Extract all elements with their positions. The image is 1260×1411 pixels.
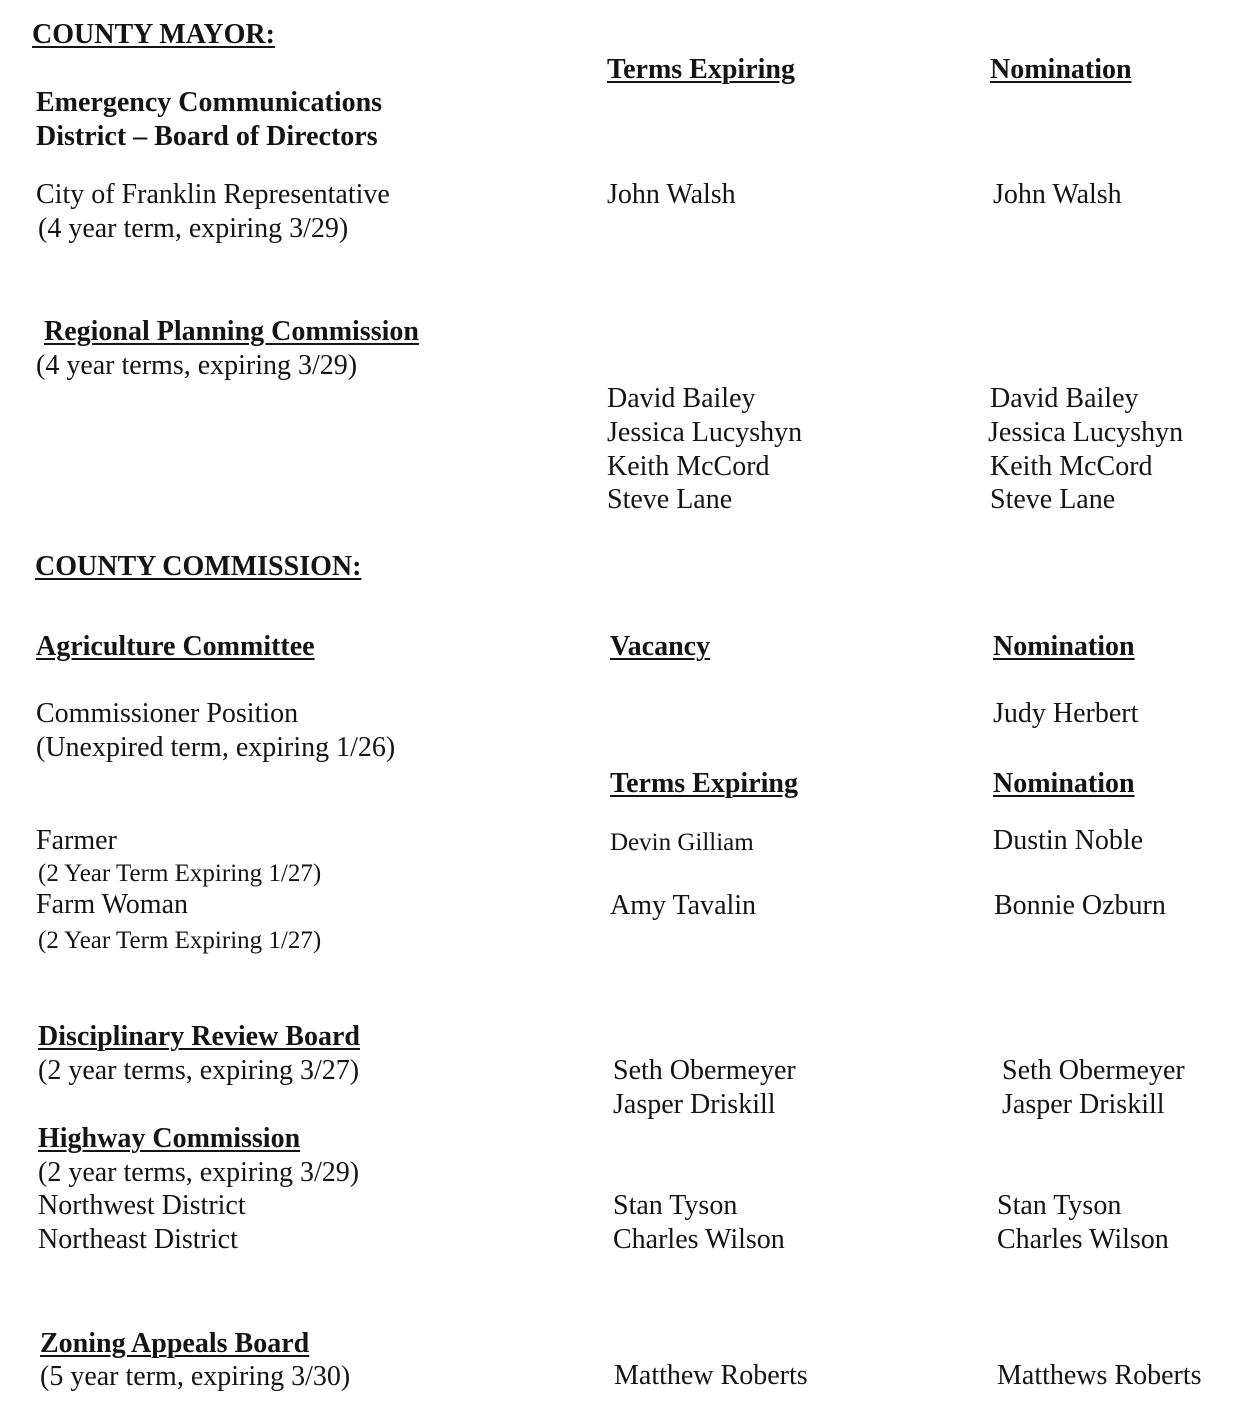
ecd-term: (4 year term, expiring 3/29): [38, 213, 349, 244]
nomination-header: Nomination: [990, 54, 1132, 85]
vacancy-header: Vacancy: [610, 631, 711, 662]
drb-title: Disciplinary Review Board: [38, 1021, 360, 1052]
farm-woman-term: (2 Year Term Expiring 1/27): [38, 927, 322, 954]
rpc-expiring-1: David Bailey: [607, 383, 756, 414]
highway-term: (2 year terms, expiring 3/29): [38, 1157, 360, 1188]
ag-terms-expiring-header: Terms Expiring: [610, 768, 798, 799]
drb-expiring-2: Jasper Driskill: [613, 1089, 776, 1120]
zoning-nomination: Matthews Roberts: [997, 1360, 1202, 1391]
rpc-expiring-3: Keith McCord: [607, 451, 770, 482]
drb-nomination-2: Jasper Driskill: [1002, 1089, 1165, 1120]
rpc-term: (4 year terms, expiring 3/29): [36, 350, 358, 381]
commissioner-term: (Unexpired term, expiring 1/26): [36, 732, 396, 763]
rpc-nomination-3: Keith McCord: [990, 451, 1153, 482]
terms-expiring-header: Terms Expiring: [607, 54, 795, 85]
farmer-label: Farmer: [36, 825, 117, 856]
farmer-nomination: Dustin Noble: [993, 825, 1144, 856]
ecd-title-line1: Emergency Communications: [36, 87, 383, 118]
highway-nomination-2: Charles Wilson: [997, 1224, 1169, 1255]
highway-nomination-1: Stan Tyson: [997, 1190, 1122, 1221]
rpc-nomination-2: Jessica Lucyshyn: [988, 417, 1184, 448]
highway-expiring-1: Stan Tyson: [613, 1190, 738, 1221]
agriculture-nomination-header: Nomination: [993, 631, 1135, 662]
ecd-nomination: John Walsh: [993, 179, 1122, 210]
highway-expiring-2: Charles Wilson: [613, 1224, 785, 1255]
drb-expiring-1: Seth Obermeyer: [613, 1055, 796, 1086]
farm-woman-expiring: Amy Tavalin: [610, 890, 757, 921]
drb-term: (2 year terms, expiring 3/27): [38, 1055, 360, 1086]
highway-title: Highway Commission: [38, 1123, 301, 1154]
zoning-expiring: Matthew Roberts: [614, 1360, 808, 1391]
ecd-expiring: John Walsh: [607, 179, 736, 210]
highway-district-northeast: Northeast District: [38, 1224, 238, 1255]
rpc-expiring-4: Steve Lane: [607, 484, 733, 515]
ecd-position: City of Franklin Representative: [36, 179, 390, 210]
farm-woman-nomination: Bonnie Ozburn: [994, 890, 1166, 921]
zoning-term: (5 year term, expiring 3/30): [40, 1361, 351, 1392]
highway-district-northwest: Northwest District: [38, 1190, 246, 1221]
ag-nomination-header-2: Nomination: [993, 768, 1135, 799]
drb-nomination-1: Seth Obermeyer: [1002, 1055, 1185, 1086]
county-mayor-heading: COUNTY MAYOR:: [32, 19, 275, 50]
zoning-title: Zoning Appeals Board: [40, 1328, 310, 1359]
rpc-title: Regional Planning Commission: [44, 316, 419, 347]
farmer-expiring: Devin Gilliam: [610, 829, 754, 856]
agriculture-title: Agriculture Committee: [36, 631, 315, 662]
rpc-expiring-2: Jessica Lucyshyn: [607, 417, 803, 448]
county-commission-heading: COUNTY COMMISSION:: [35, 551, 362, 582]
rpc-nomination-4: Steve Lane: [990, 484, 1116, 515]
commissioner-nomination: Judy Herbert: [993, 698, 1139, 729]
farm-woman-label: Farm Woman: [36, 889, 188, 920]
rpc-nomination-1: David Bailey: [990, 383, 1139, 414]
commissioner-position: Commissioner Position: [36, 698, 299, 729]
ecd-title-line2: District – Board of Directors: [36, 121, 378, 152]
farmer-term: (2 Year Term Expiring 1/27): [38, 860, 322, 887]
